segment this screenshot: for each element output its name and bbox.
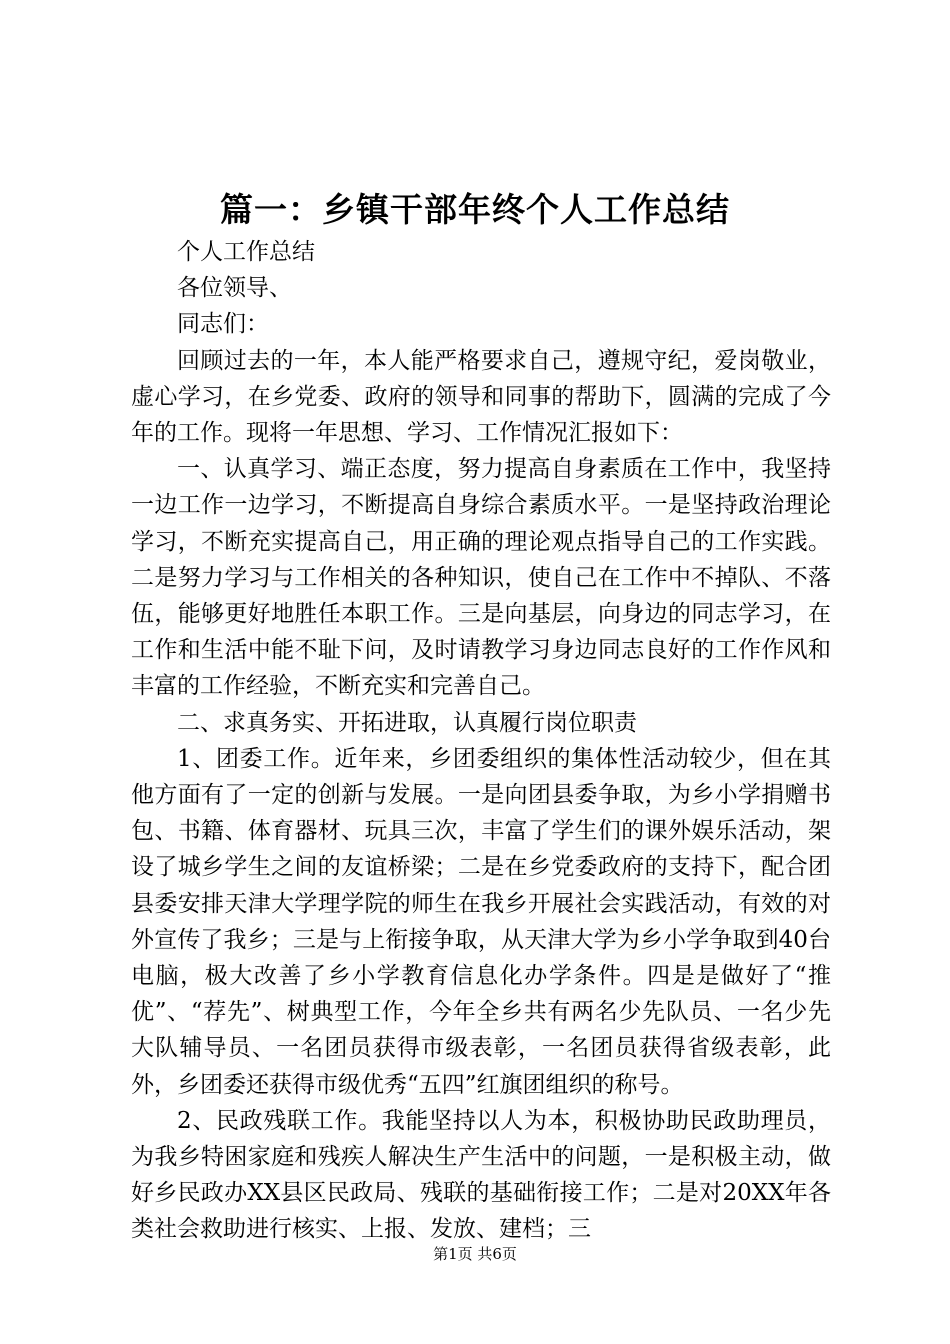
paragraph-salutation-1: 各位领导、 [177,275,292,302]
paragraph-salutation-2: 同志们： [177,311,269,338]
paragraph-youth-league: 1、团委工作。近年来，乡团委组织的集体性活动较少，但在其他方面有了一定的创新与发展。一是向团县委争取，为乡小学捐赠书包、书籍、体育器材、玩具三次，丰富了学生们的课外娱乐活动，架设了城乡学生之间的友谊桥梁；二是在乡党委政府的支持下，配合团县委安排天津大学理学院的师生在我乡开展社会实践活动，有效的对外宣传了我乡；三是与上衔接争取，从天津大学为乡小学争取到40台电脑，极大改善了乡小学教育信息化办学条件。四是是做好了“推优”、“荐先”、树典型工作，今年全乡共有两名少先队员、一名少先大队辅导员、一名团员获得市级表彰，一名团员获得省级表彰，此外，乡团委还获得市级优秀“五四”红旗团组织的称号。 [131,745,831,1098]
paragraph-heading: 个人工作总结 [177,239,315,265]
page-indicator: 第1页 共6页 [433,1245,517,1263]
paragraph-civil-affairs: 2、民政残联工作。我能坚持以人为本，积极协助民政助理员，为我乡特困家庭和残疾人解决生产生活中的问题，一是积极主动，做好乡民政办XX县区民政局、残联的基础衔接工作；二是对20XX年各类社会救助进行核实、上报、发放、建档；三 [131,1107,831,1243]
paragraph-section-1: 一、认真学习、端正态度，努力提高自身素质在工作中，我坚持一边工作一边学习，不断提高自身综合素质水平。一是坚持政治理论学习，不断充实提高自己，用正确的理论观点指导自己的工作实践。二是努力学习与工作相关的各种知识，使自己在工作中不掉队、不落伍，能够更好地胜任本职工作。三是向基层，向身边的同志学习，在工作和生活中能不耻下问，及时请教学习身边同志良好的工作作风和丰富的工作经验，不断充实和完善自己。 [131,456,831,700]
document-title: 篇一：乡镇干部年终个人工作总结 [220,190,730,229]
paragraph-section-2-heading: 二、求真务实、开拓进取，认真履行岗位职责 [177,709,637,736]
paragraph-intro: 回顾过去的一年，本人能严格要求自己，遵规守纪，爱岗敬业，虚心学习，在乡党委、政府的领导和同事的帮助下，圆满的完成了今年的工作。现将一年思想、学习、工作情况汇报如下： [131,347,831,447]
document-body [131,234,831,1248]
